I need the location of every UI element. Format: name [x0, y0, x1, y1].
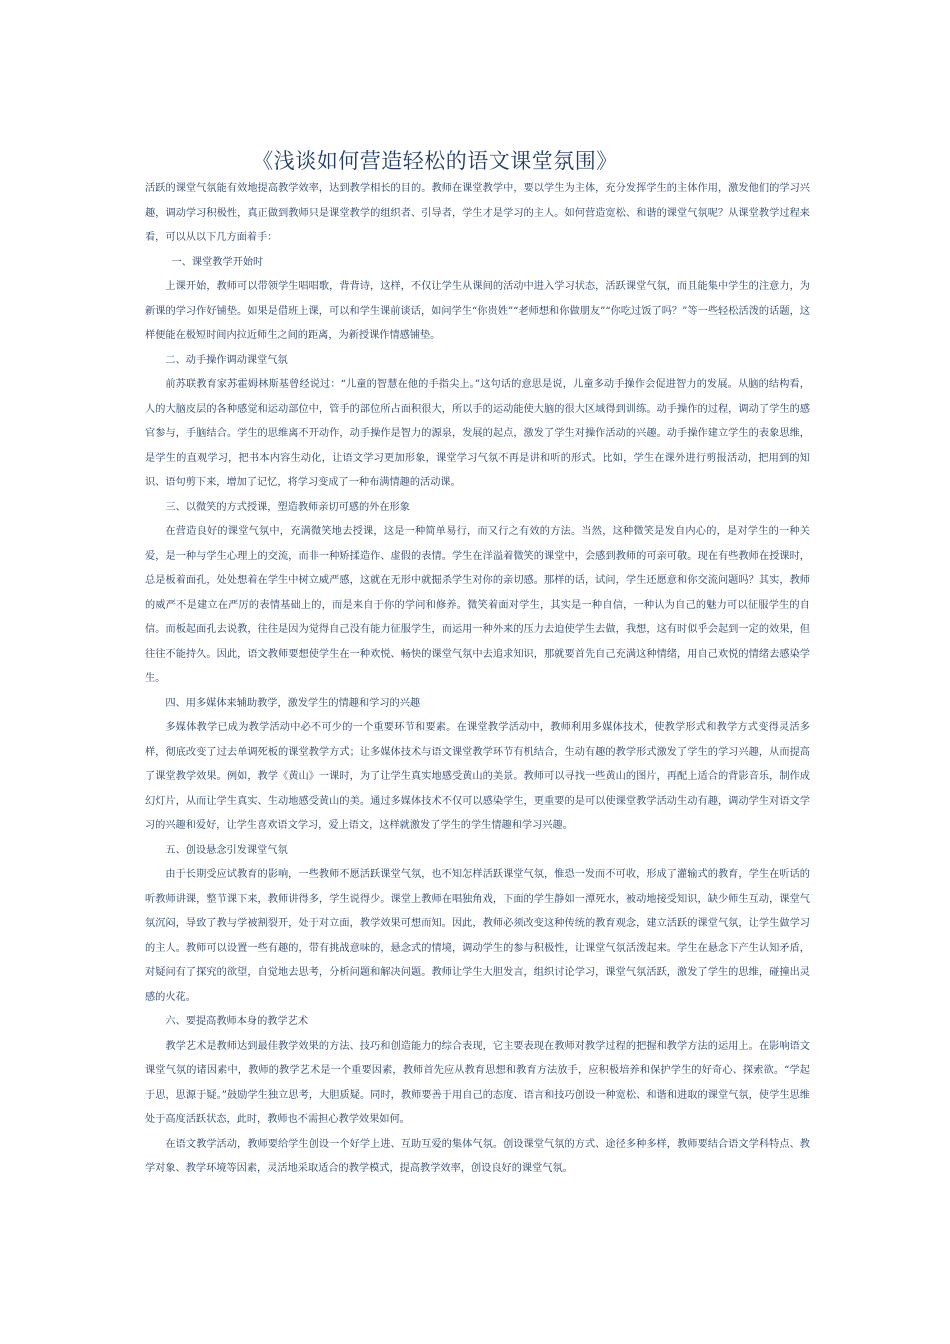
intro-paragraph: 活跃的课堂气氛能有效地提高教学效率，达到教学相长的目的。教师在课堂教学中，要以学生为主体，充分发挥学生的主体作用，激发他们的学习兴趣，调动学习积极性，真正做到教师只是课堂教学的组织者、引导者，学生才是学习的主人。如何营造宽松、和谐的课堂气氛呢？从课堂教学过程来看，可以从以下几方面着手：: [145, 183, 810, 243]
section-heading: 六、要提高教师本身的教学艺术: [165, 1016, 309, 1027]
section-paragraph: 上课开始，教师可以带领学生唱唱歌，背背诗，这样，不仅让学生从课间的活动中进入学习状态，活跃课堂气氛，而且能集中学生的注意力，为新课的学习作好铺垫。如果是借班上课，可以和学生课前谈话，如问学生“你贵姓”“老师想和你做朋友”“你吃过饭了吗？”等一些轻松活泼的话题，这样便能在极短时间内拉近师生之间的距离，为新授课作情感铺垫。: [145, 281, 810, 341]
section-paragraph: 多媒体教学已成为教学活动中必不可少的一个重要环节和要素。在课堂教学活动中，教师利用多媒体技术，使教学形式和教学方式变得灵活多样，彻底改变了过去单调死板的课堂教学方式；让多媒体技术与语文课堂教学环节有机结合，生动有趣的教学形式激发了学生的学习兴趣，从而提高了课堂教学效果。例如，教学《黄山》一课时，为了让学生真实地感受黄山的美景。教师可以寻找一些黄山的图片，再配上适合的背影音乐，制作成幻灯片，从而让学生真实、生动地感受黄山的美。通过多媒体技术不仅可以感染学生，更重要的是可以使课堂教学活动生动有趣，调动学生对语文学习的兴趣和爱好，让学生喜欢语文学习，爱上语文，这样就激发了学生的学生情趣和学习兴趣。: [145, 722, 810, 831]
document-body: [145, 177, 810, 1182]
section-paragraph: 在语文教学活动，教师要给学生创设一个好学上进、互助互爱的集体气氛。创设课堂气氛的方式、途径多种多样，教师要结合语文学科特点、教学对象、教学环境等因素，灵活地采取适合的教学模式，提高教学效率，创设良好的课堂气氛。: [145, 1138, 810, 1174]
document-title: 《浅谈如何营造轻松的语文课堂氛围》: [252, 149, 618, 173]
section-paragraph: 教学艺术是教师达到最佳教学效果的方法、技巧和创造能力的综合表现，它主要表现在教师对教学过程的把握和教学方法的运用上。在影响语文课堂气氛的诸因素中，教师的教学艺术是一个重要因素，教师首先应从教育思想和教育方法放手，应积极培养和保护学生的好奇心、探索欲。“学起于思，思源于疑。”鼓励学生独立思考，大胆质疑。同时，教师要善于用自己的态度、语言和技巧创设一种宽松、和谐和进取的课堂气氛，使学生思维处于高度活跃状态，此时，教师也不需担心教学效果如何。: [145, 1040, 810, 1125]
section-paragraph: 由于长期受应试教育的影响，一些教师不愿活跃课堂气氛，也不知怎样活跃课堂气氛，惟恐一发而不可收，形成了灌输式的教育，学生在听话的听教师讲课，整节课下来，教师讲得多，学生说得少。课堂上教师在唱独角戏，下面的学生静如一潭死水，被动地接受知识，缺少师生互动，课堂气氛沉闷，导致了教与学被割裂开，处于对立面，教学效果可想而知。因此，教师必须改变这种传统的教育观念，建立活跃的课堂气氛，让学生做学习的主人。教师可以设置一些有趣的，带有挑战意味的，悬念式的情境，调动学生的参与积极性，让课堂气氛活泼起来。学生在悬念下产生认知矛盾，对疑问有了探究的欲望，自觉地去思考，分析问题和解决问题。教师让学生大胆发言，组织讨论学习，课堂气氛活跃，激发了学生的思维，碰撞出灵感的火花。: [145, 869, 810, 1003]
section-heading: 三、以微笑的方式授课，塑造教师亲切可感的外在形象: [165, 501, 410, 513]
section-heading: 四、用多媒体来辅助教学，激发学生的情趣和学习的兴趣: [165, 697, 421, 709]
section-paragraph: 在营造良好的课堂气氛中，充满微笑地去授课，这是一种简单易行，而又行之有效的方法。当然，这种微笑是发自内心的，是对学生的一种关爱，是一种与学生心理上的交流，而非一种矫揉造作、虚假的表情。学生在洋溢着微笑的课堂中，会感到教师的可亲可敬。现在有些教师在授课时，总是板着面孔，处处想着在学生中树立威严感，这就在无形中就掘杀学生对你的亲切感。那样的话，试问，学生还愿意和你交流问题吗？其实，教师的威严不是建立在严厉的表情基础上的，而是来自于你的学问和修养。微笑着面对学生，其实是一种自信，一种认为自己的魅力可以征服学生的自信。而板起面孔去说教，往往是因为觉得自己没有能力征服学生，而运用一种外来的压力去迫使学生去做，我想，这有时似乎会起到一定的效果，但往往不能持久。因此，语文教师要想使学生在一种欢悦、畅快的课堂气氛中去追求知识，那就要首先自己充满这种情绪，用自己欢悦的情绪去感染学生。: [145, 526, 810, 684]
section-paragraph: 前苏联教育家苏霍姆林斯基曾经说过：“儿童的智慧在他的手指尖上。”这句话的意思是说，儿童多动手操作会促进智力的发展。从脑的结构看，人的大脑皮层的各种感觉和运动部位中，管手的部位所占面积很大，所以手的运动能使大脑的很大区域得到训练。动手操作的过程，调动了学生的感官参与，手脑结合。学生的思维离不开动作，动手操作是智力的源泉，发展的起点，激发了学生对操作活动的兴趣。动手操作建立学生的表象思维，是学生的直观学习，把书本内容生动化，让语文学习更加形象，课堂学习气氛不再是讲和听的形式。比如，学生在课外进行剪报活动，把用到的知识、语句剪下来，增加了记忆，将学习变成了一种布满情趣的活动课。: [145, 379, 810, 488]
section-heading: 一、课堂教学开始时: [171, 256, 264, 268]
section-heading: 五、创设悬念引发课堂气氛: [165, 844, 288, 856]
section-heading: 二、动手操作调动课堂气氛: [165, 354, 288, 366]
